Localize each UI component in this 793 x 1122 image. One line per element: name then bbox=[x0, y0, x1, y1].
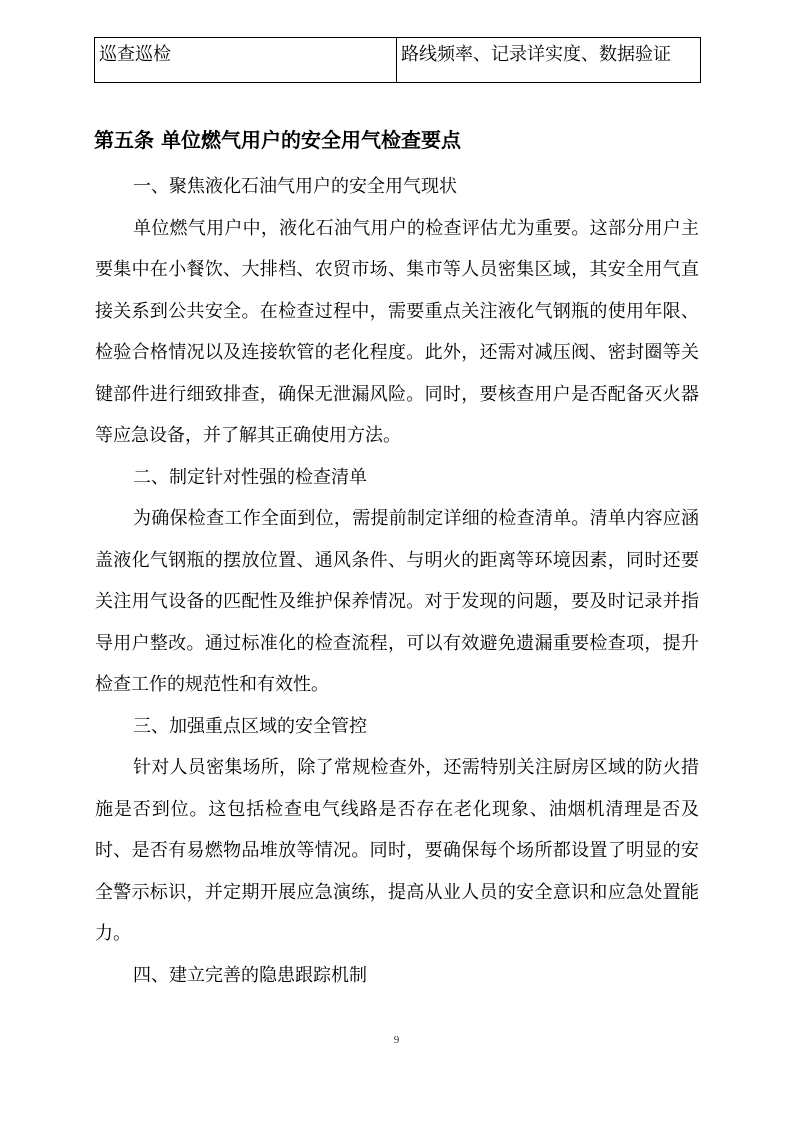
section-body-2: 为确保检查工作全面到位，需提前制定详细的检查清单。清单内容应涵盖液化气钢瓶的摆放位置、通风条件、与明火的距离等环境因素，同时还要关注用气设备的匹配性及维护保养情况。对于发现的问题，要及时记录并指导用户整改。通过标准化的检查流程，可以有效避免遗漏重要检查项，提升检查工作的规范性和有效性。 bbox=[95, 508, 699, 695]
section-body-3: 针对人员密集场所，除了常规检查外，还需特别关注厨房区域的防火措施是否到位。这包括检查电气线路是否存在老化现象、油烟机清理是否及时、是否有易燃物品堆放等情况。同时，要确保每个场所都设置了明显的安全警示标识，并定期开展应急演练，提高从业人员的安全意识和应急处置能力。 bbox=[95, 757, 699, 944]
inspection-table bbox=[94, 37, 701, 83]
table-cell-criteria: 路线频率、记录详实度、数据验证 bbox=[397, 38, 701, 83]
section-heading-3: 三、加强重点区域的安全管控 bbox=[133, 715, 367, 737]
article-content bbox=[95, 166, 699, 996]
section-body-1: 单位燃气用户中，液化石油气用户的检查评估尤为重要。这部分用户主要集中在小餐饮、大排档、农贸市场、集市等人员密集区域，其安全用气直接关系到公共安全。在检查过程中，需要重点关注液化气钢瓶的使用年限、检验合格情况以及连接软管的老化程度。此外，还需对减压阀、密封圈等关键部件进行细致排查，确保无泄漏风险。同时，要核查用户是否配备灭火器等应急设备，并了解其正确使用方法。 bbox=[95, 217, 699, 446]
article-title: 第五条 单位燃气用户的安全用气检查要点 bbox=[94, 128, 461, 152]
page-number: 9 bbox=[393, 1034, 400, 1046]
section-heading-2: 二、制定针对性强的检查清单 bbox=[133, 466, 367, 488]
section-heading-4: 四、建立完善的隐患跟踪机制 bbox=[133, 964, 367, 986]
table-cell-item: 巡查巡检 bbox=[95, 38, 397, 83]
table-row bbox=[95, 38, 701, 83]
section-heading-1: 一、聚焦液化石油气用户的安全用气现状 bbox=[133, 176, 457, 197]
